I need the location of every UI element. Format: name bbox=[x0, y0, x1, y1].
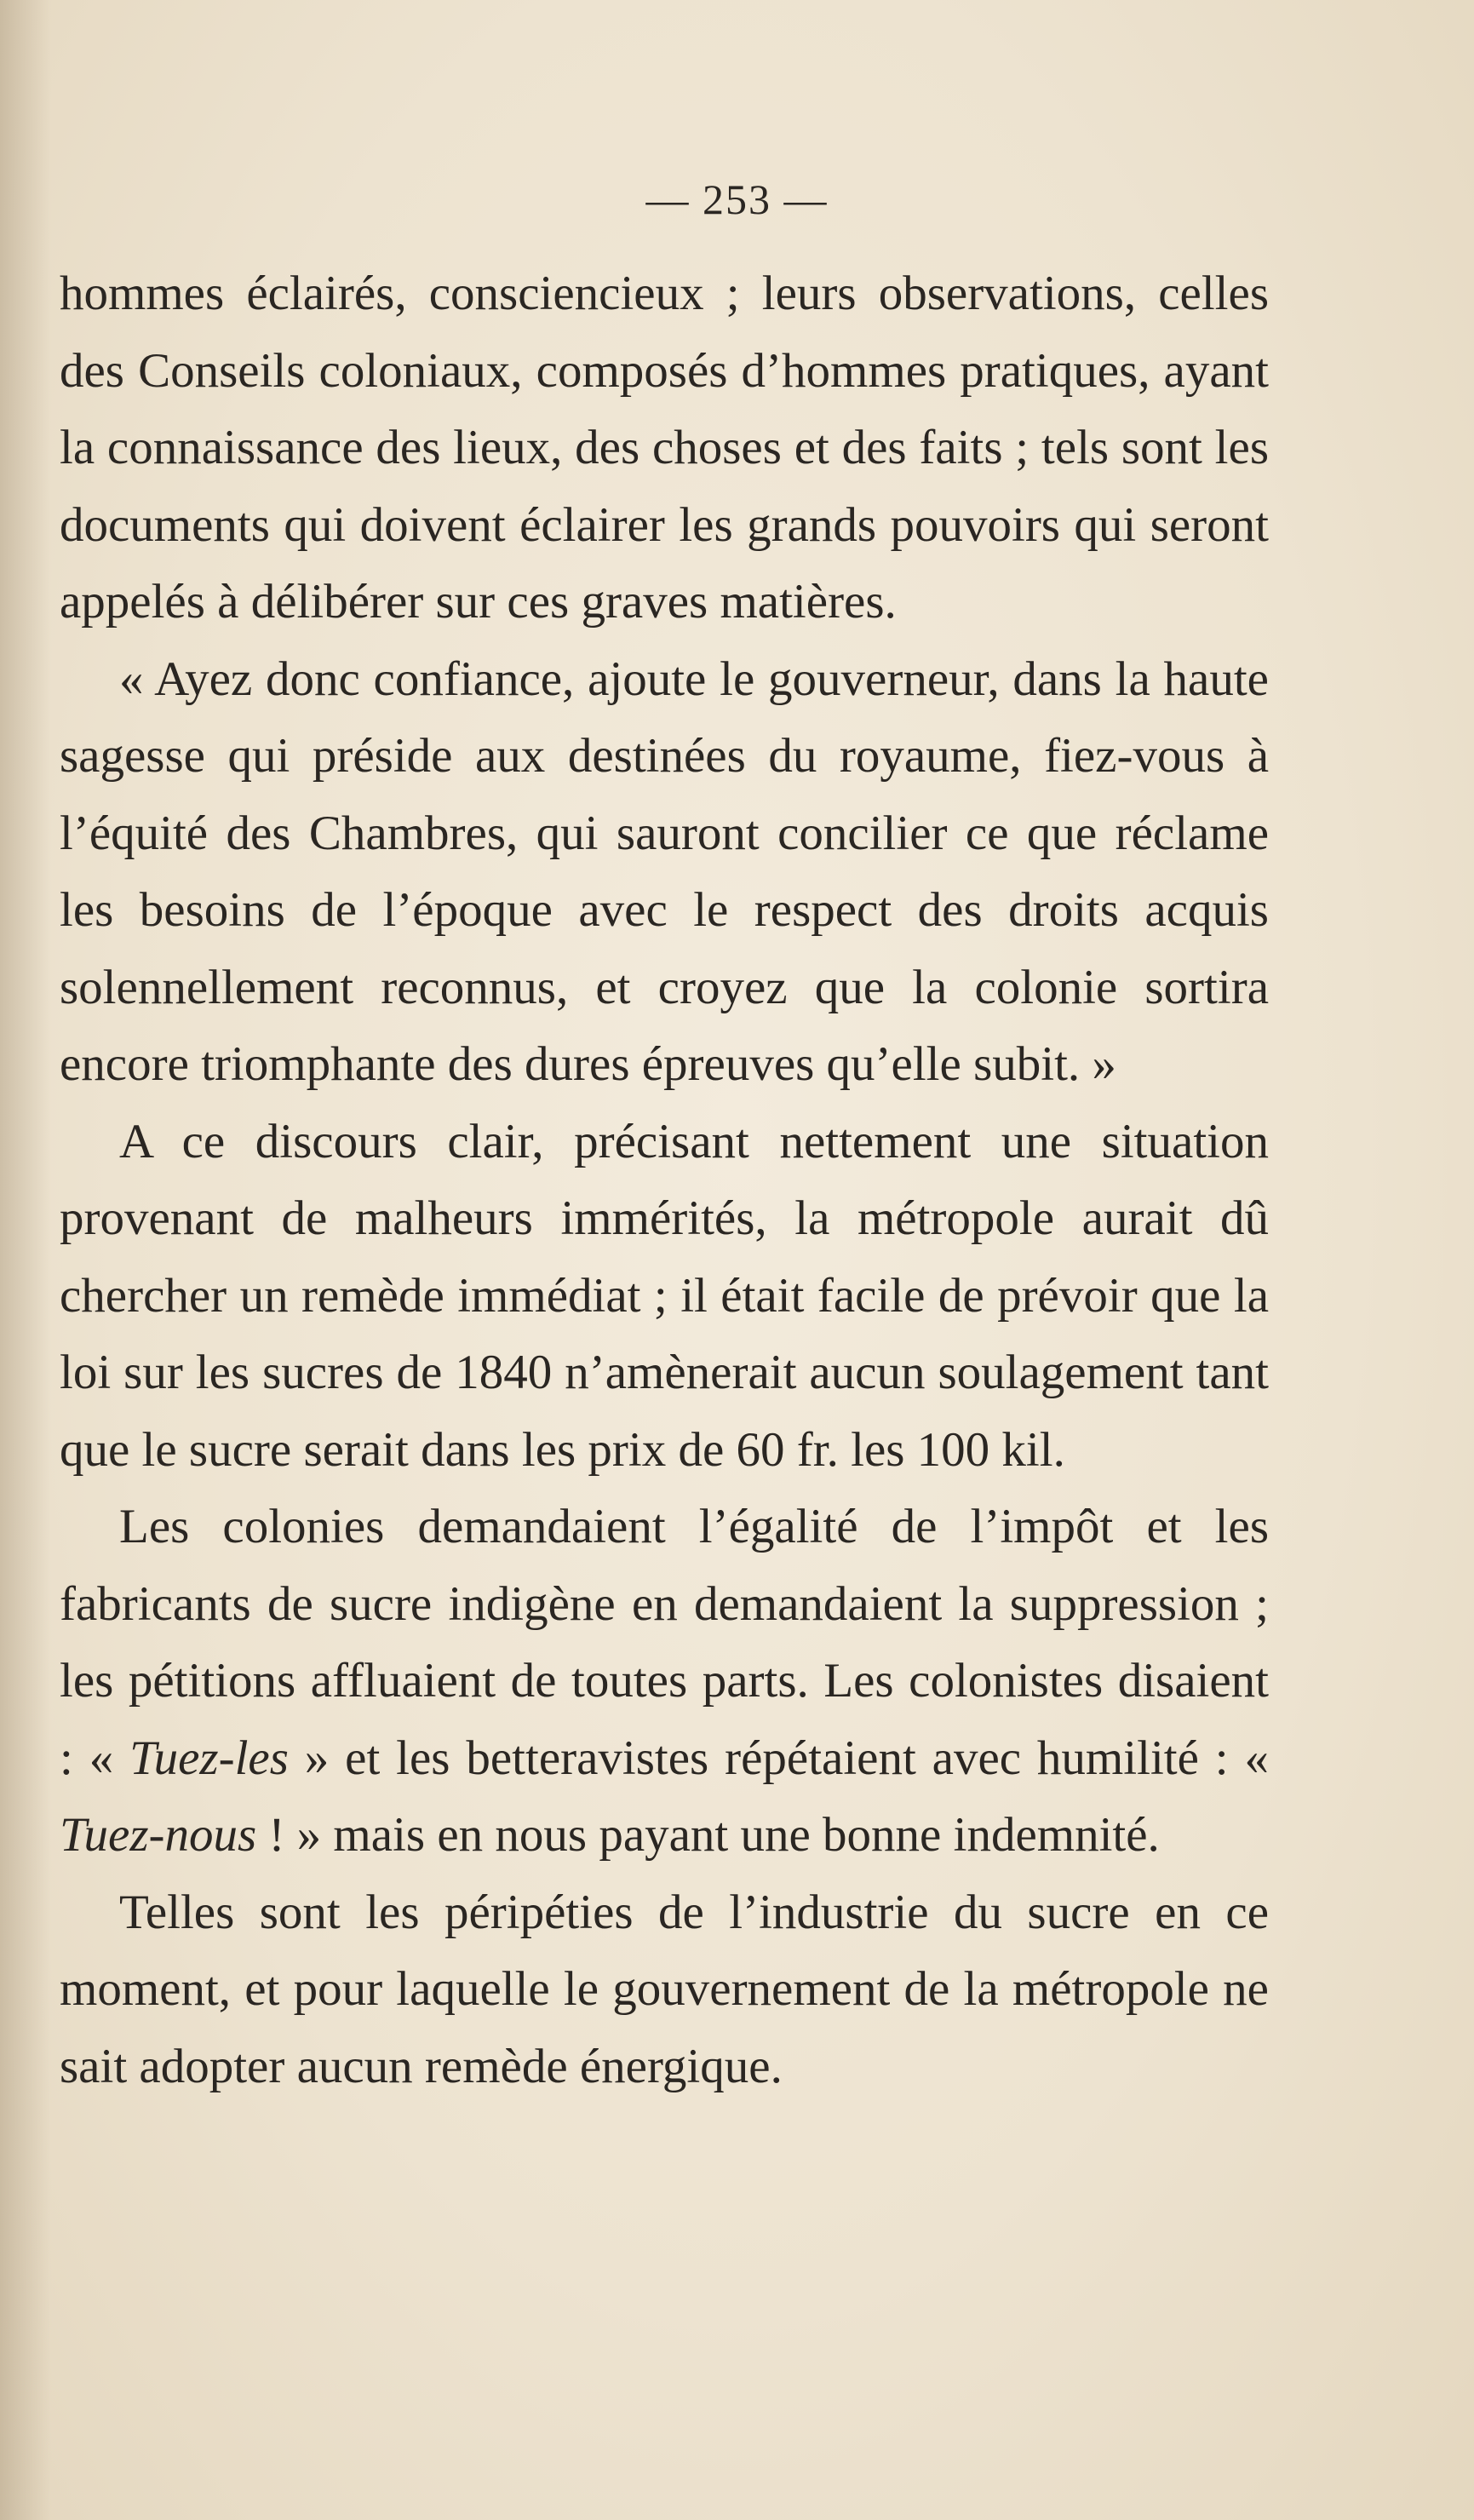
paragraph-4-part-2: » et les betteravistes répétaient avec humilité : « bbox=[288, 1731, 1269, 1785]
paragraph-3: A ce discours clair, précisant nettement une situation provenant de malheurs immérités, la métropole aurait dû chercher un remède immédiat ; il était facile de prévoir que la loi sur les sucres de 1840 n’amènerait aucun soulagement tant que le sucre serait dans les prix de 60 fr. les 100 kil. bbox=[60, 1114, 1269, 1477]
page-number: — 253 — bbox=[645, 175, 829, 223]
paragraph-5: Telles sont les péripéties de l’industrie du sucre en ce moment, et pour laquelle le gouvernement de la métropole ne sait adopter aucun remède énergique. bbox=[60, 1885, 1269, 2093]
body-text bbox=[60, 255, 1269, 2105]
italic-tuez-nous: Tuez-nous bbox=[60, 1808, 257, 1862]
italic-tuez-les: Tuez-les bbox=[129, 1731, 289, 1785]
paragraph-4-part-3: ! » mais en nous payant une bonne indemnité. bbox=[256, 1808, 1160, 1862]
paragraph-4-part-1: Les colonies demandaient l’égalité de l’impôt et les fabricants de sucre indigène en demandaient la suppression ; les pétitions affluaient de toutes parts. Les colonistes disaient : « bbox=[60, 1500, 1269, 1785]
paragraph-1: hommes éclairés, consciencieux ; leurs observations, celles des Conseils coloniaux, composés d’hommes pratiques, ayant la connaissance des lieux, des choses et des faits ; tels sont les documents qui doivent éclairer les grands pouvoirs qui seront appelés à délibérer sur ces graves matières. bbox=[60, 267, 1269, 629]
page-binding-shadow bbox=[0, 0, 51, 2520]
paragraph-2: « Ayez donc confiance, ajoute le gouverneur, dans la haute sagesse qui préside aux destinées du royaume, fiez-vous à l’équité des Chambres, qui sauront concilier ce que réclame les besoins de l’époque avec le respect des droits acquis solennellement reconnus, et croyez que la colonie sortira encore triomphante des dures épreuves qu’elle subit. » bbox=[60, 652, 1269, 1091]
paragraph-4 bbox=[60, 1489, 1269, 1874]
